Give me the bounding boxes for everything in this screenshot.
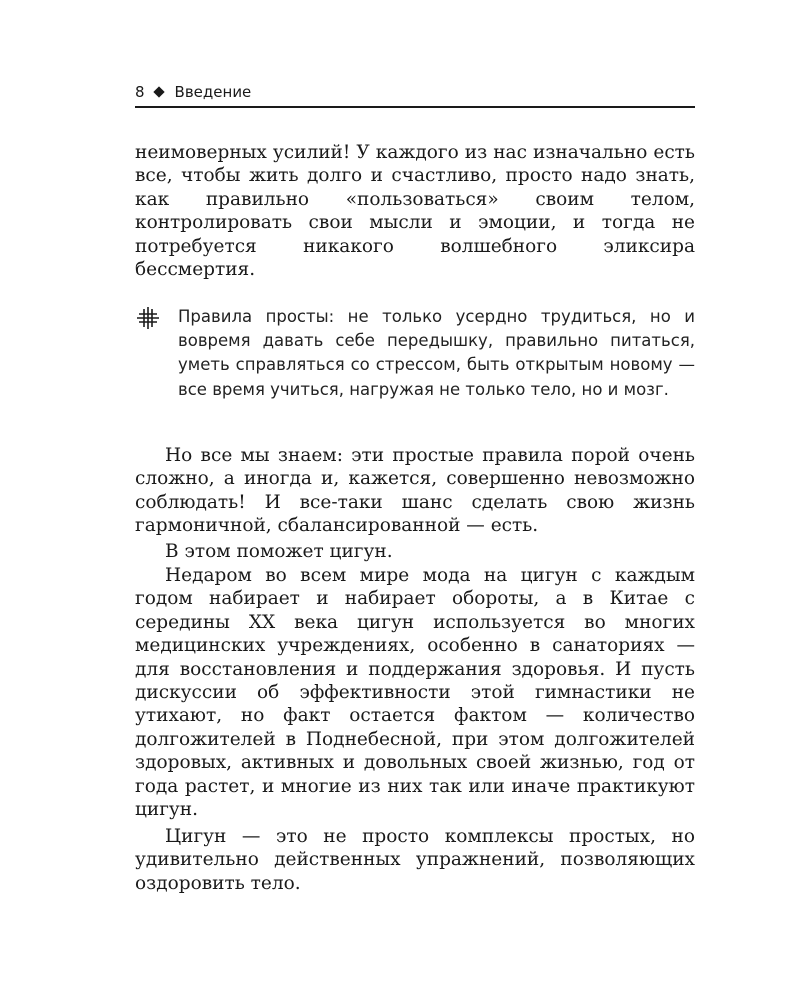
running-header <box>135 80 695 104</box>
ornament-icon <box>136 306 160 330</box>
paragraph-3: В этом поможет цигун. <box>165 541 393 562</box>
note-text: Правила просты: не только усердно трудиться, но и вовремя давать себе передышку, правильно питаться, уметь справляться со стрессом, быть открытым новому — все время учиться, нагружая не только тело, но и мозг. <box>178 307 695 399</box>
diamond-icon <box>153 86 164 97</box>
section-title: Введение <box>174 83 252 101</box>
paragraph-5: Цигун — это не просто комплексы простых, но удивительно действенных упражнений, позволяющих оздоровить тело. <box>135 826 695 894</box>
header-rule <box>135 106 695 108</box>
paragraph-2: Но все мы знаем: эти простые правила порой очень сложно, а иногда и, кажется, совершенно невозможно соблюдать! И все-таки шанс сделать свою жизнь гармоничной, сбалансированной — есть. <box>135 445 695 537</box>
paragraph-4: Недаром во всем мире мода на цигун с каждым годом набирает и набирает обороты, а в Китае с середины XX века цигун используется во многих медицинских учреждениях, особенно в санаториях — для восстановления и поддержания здоровья. И пусть дискуссии об эффективности этой гимнастики не утихают, но факт остается фактом — количество долгожителей в Поднебесной, при этом долгожителей здоровых, активных и довольных своей жизнью, год от года растет, и многие из них так или иначе практикуют цигун. <box>135 565 695 821</box>
page-number: 8 <box>135 83 145 101</box>
paragraph-1: неимоверных усилий! У каждого из нас изначально есть все, чтобы жить долго и счастливо, просто надо знать, как правильно «пользоваться» своим телом, контролировать свои мысли и эмоции, и тогда не потребуется никакого волшебного эликсира бессмертия. <box>135 142 695 281</box>
